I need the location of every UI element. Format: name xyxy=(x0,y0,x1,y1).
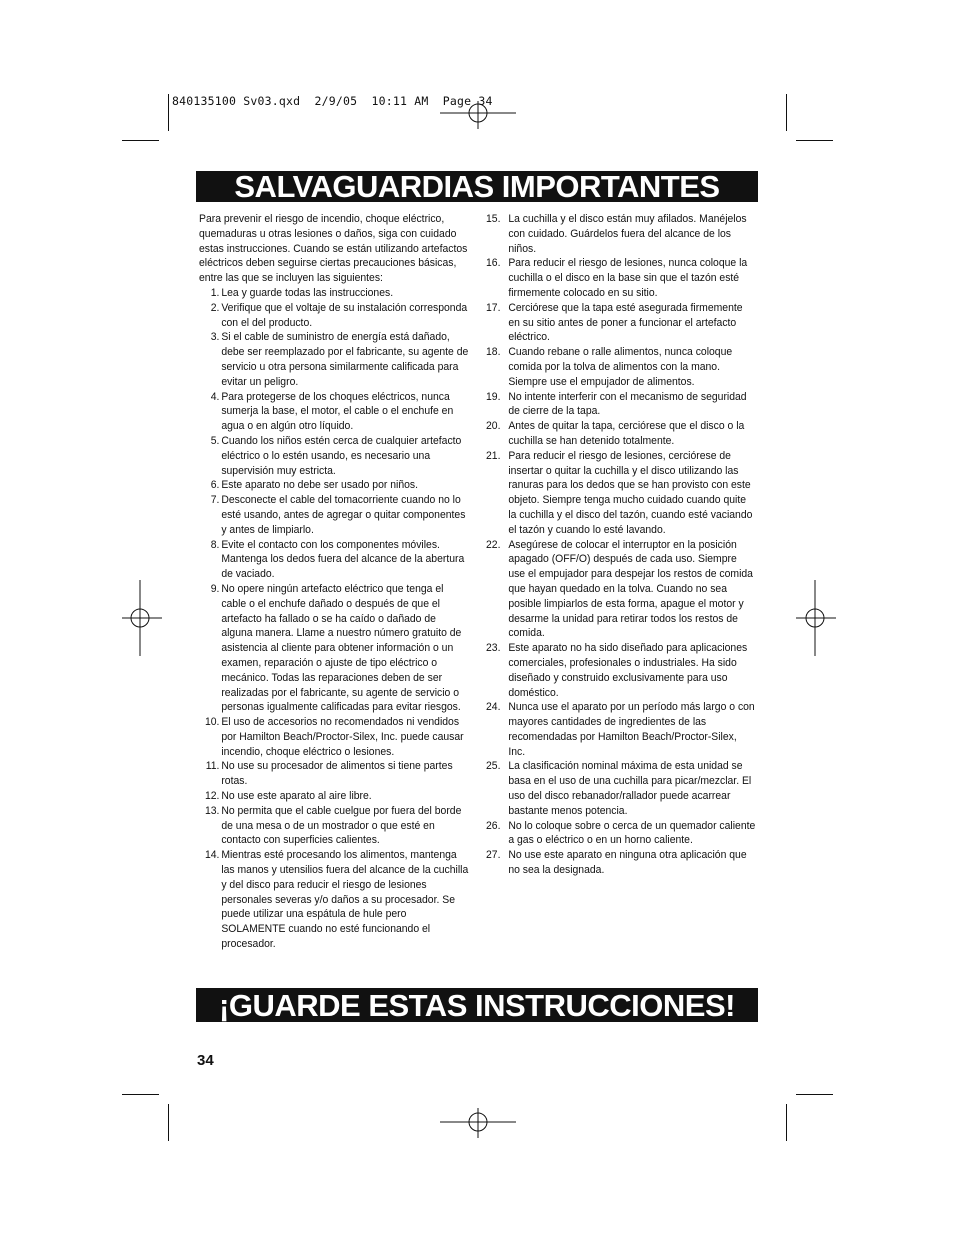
crop-mark xyxy=(168,1104,169,1141)
list-item xyxy=(486,641,756,700)
list-item xyxy=(199,493,469,537)
list-item xyxy=(486,700,756,759)
left-column xyxy=(199,212,469,952)
item-text: Evite el contacto con los componentes móviles. Mantenga los dedos fuera del alcance de la abertura de vaciado. xyxy=(221,538,465,581)
crop-mark xyxy=(122,140,159,141)
item-text: Para protegerse de los choques eléctricos, nunca sumerja la base, el motor, el cable o el enchufe en agua o en algún otro líquido. xyxy=(221,390,454,433)
registration-mark-icon xyxy=(796,580,836,656)
page-number: 34 xyxy=(197,1052,214,1069)
item-number: 20. xyxy=(486,420,501,433)
item-text: Para reducir el riesgo de lesiones, cerciórese de insertar o quitar la cuchilla y el disco utilizando las ranuras para los dedos que se han provisto con este objeto. Siempre tenga mucho cuidado cuando quite la cuchilla y el disco del tazón, cuando esté vaciando el tazón y cuando lo esté lavando. xyxy=(508,449,753,536)
item-number: 2. xyxy=(210,301,220,314)
list-item xyxy=(199,804,469,848)
item-number: 22. xyxy=(486,538,501,551)
list-item xyxy=(199,538,469,582)
item-number: 4. xyxy=(210,390,220,403)
item-number: 19. xyxy=(486,390,501,403)
item-number: 9. xyxy=(210,582,220,595)
item-number: 15. xyxy=(486,213,501,225)
registration-mark-icon xyxy=(440,101,516,129)
list-item xyxy=(199,301,469,331)
item-number: 10. xyxy=(204,716,220,729)
item-text: Este aparato no debe ser usado por niños. xyxy=(221,479,418,492)
list-item xyxy=(486,390,756,420)
list-item xyxy=(486,848,756,878)
intro-paragraph: Para prevenir el riesgo de incendio, choque eléctrico, quemaduras u otras lesiones o daños, siga con cuidado estas instrucciones. Cuando se están utilizando artefactos eléctricos deben seguirse ciertas precauciones básicas, entre las que se incluyen las siguientes: xyxy=(199,213,468,285)
item-number: 6. xyxy=(210,479,220,492)
crop-mark xyxy=(796,140,833,141)
registration-mark-icon xyxy=(122,580,162,656)
item-text: Asegúrese de colocar el interruptor en la posición apagado (OFF/O) después de cada uso. Siempre use el empujador para despejar los restos de comida que hayan quedado en la tolva. Cuando no sea posible limpiarlos de esta forma, apague el motor y desarme la unidad para retirar todos los restos de comida. xyxy=(508,538,753,640)
item-text: La clasificación nominal máxima de esta unidad se basa en el uso de una cuchilla para picar/mezclar. El uso del disco rebanador/rallador puede acarrear bastante menos potencia. xyxy=(508,760,752,817)
item-text: No intente interferir con el mecanismo de seguridad de cierre de la tapa. xyxy=(508,390,747,418)
item-number: 27. xyxy=(486,849,501,862)
list-item xyxy=(199,848,469,952)
item-number: 18. xyxy=(486,346,501,359)
list-item xyxy=(486,212,756,256)
list-item xyxy=(486,301,756,345)
save-instructions-banner: ¡GUARDE ESTAS INSTRUCCIONES! xyxy=(196,988,758,1022)
item-text: Mientras esté procesando los alimentos, mantenga las manos y utensilios fuera del alcance de la cuchilla y del disco para reducir el riesgo de lesiones personales severas y/o daños a su procesador. Se puede utilizar una espátula de hule pero SOLAMENTE cuando no esté funcionando el procesador. xyxy=(221,849,469,951)
crop-mark xyxy=(168,94,169,131)
item-number: 26. xyxy=(486,819,501,832)
printer-slug: 840135100 Sv03.qxd 2/9/05 10:11 AM Page 34 xyxy=(172,94,493,108)
item-number: 7. xyxy=(210,494,220,507)
item-text: Desconecte el cable del tomacorriente cuando no lo esté usando, antes de agregar o quitar componentes y antes de limpiarlo. xyxy=(221,494,466,536)
list-item xyxy=(199,789,469,804)
list-item xyxy=(486,256,756,300)
item-number: 21. xyxy=(486,449,501,462)
crop-mark xyxy=(122,1094,159,1095)
item-number: 17. xyxy=(486,301,501,314)
list-item xyxy=(199,715,469,759)
item-text: Antes de quitar la tapa, cerciórese que el disco o la cuchilla se han detenido totalmente. xyxy=(508,420,745,447)
item-text: Lea y guarde todas las instrucciones. xyxy=(221,286,394,299)
item-text: Cuando los niños estén cerca de cualquier artefacto eléctrico o lo estén usando, es necesario una supervisión muy estricta. xyxy=(221,434,462,477)
list-item xyxy=(199,478,469,493)
item-text: Este aparato no ha sido diseñado para aplicaciones comerciales, profesionales o industriales. Ha sido diseñado y construido exclusivamente para uso doméstico. xyxy=(508,642,748,699)
item-text: No use este aparato en ninguna otra aplicación que no sea la designada. xyxy=(508,849,747,877)
item-number: 24. xyxy=(486,701,501,714)
list-item xyxy=(486,759,756,818)
list-item xyxy=(199,390,469,434)
safeguards-list-right xyxy=(486,212,756,878)
list-item xyxy=(486,419,756,449)
item-text: Si el cable de suministro de energía está dañado, debe ser reemplazado por el fabricante, su agente de servicio u otra persona similarmente calificada para evitar un peligro. xyxy=(221,331,469,388)
list-item xyxy=(486,345,756,389)
item-number: 5. xyxy=(210,434,220,447)
item-text: Cerciórese que la tapa esté asegurada firmemente en su sitio antes de poner a funcionar el artefacto eléctrico. xyxy=(508,301,743,344)
item-text: No use su procesador de alimentos si tiene partes rotas. xyxy=(221,760,453,788)
item-text: El uso de accesorios no recomendados ni vendidos por Hamilton Beach/Proctor-Silex, Inc. puede causar incendio, choque eléctrico o lesiones. xyxy=(221,716,464,758)
list-item xyxy=(486,449,756,538)
item-text: Para reducir el riesgo de lesiones, nunca coloque la cuchilla o el disco en la base sin que el tazón esté firmemente colocado en su sitio. xyxy=(508,257,748,299)
list-item xyxy=(199,330,469,389)
crop-mark xyxy=(796,1094,833,1095)
crop-mark xyxy=(786,94,787,131)
item-text: No permita que el cable cuelgue por fuera del borde de una mesa o de un mostrador o que esté en contacto con superficies calientes. xyxy=(221,804,462,847)
item-number: 11. xyxy=(205,760,220,773)
item-text: La cuchilla y el disco están muy afilados. Manéjelos con cuidado. Guárdelos fuera del alcance de los niños. xyxy=(508,213,747,255)
list-item xyxy=(199,434,469,478)
crop-mark xyxy=(786,1104,787,1141)
item-number: 16. xyxy=(486,257,501,270)
page-title: SALVAGUARDIAS IMPORTANTES xyxy=(196,171,758,202)
item-number: 1. xyxy=(210,286,220,299)
list-item xyxy=(199,582,469,715)
item-number: 8. xyxy=(210,538,220,551)
safeguards-list-left xyxy=(199,286,469,952)
right-column xyxy=(486,212,756,878)
registration-mark-icon xyxy=(440,1108,516,1138)
item-number: 12. xyxy=(204,790,220,803)
item-text: No lo coloque sobre o cerca de un quemador caliente a gas o eléctrico o en un horno caliente. xyxy=(508,819,756,847)
item-text: Cuando rebane o ralle alimentos, nunca coloque comida por la tolva de alimentos con la mano. Siempre use el empujador de alimentos. xyxy=(508,346,733,388)
item-number: 13. xyxy=(204,804,220,817)
item-text: Nunca use el aparato por un período más largo o con mayores cantidades de ingredientes de las recomendadas por Hamilton Beach/Proctor-Silex, Inc. xyxy=(508,701,755,758)
item-number: 23. xyxy=(486,642,501,655)
list-item xyxy=(486,819,756,849)
item-number: 25. xyxy=(486,760,501,773)
list-item xyxy=(199,759,469,789)
list-item xyxy=(486,538,756,642)
item-number: 3. xyxy=(210,331,220,344)
item-text: No opere ningún artefacto eléctrico que tenga el cable o el enchufe dañado o después de que el artefacto ha fallado o se ha caído o dañado de alguna manera. Llame a nuestro número gratuito de asistencia al cliente para obtener información o un examen, reparación o ajuste de tipo eléctrico o mecánico. Todas las reparaciones deben de ser realizadas por el fabricante, su agente de servicio o personas igualmente calificadas para evitar riesgos. xyxy=(221,582,462,714)
item-text: No use este aparato al aire libre. xyxy=(221,790,372,803)
item-text: Verifique que el voltaje de su instalación corresponda con el del producto. xyxy=(221,301,468,329)
item-number: 14. xyxy=(204,849,220,862)
list-item xyxy=(199,286,469,301)
